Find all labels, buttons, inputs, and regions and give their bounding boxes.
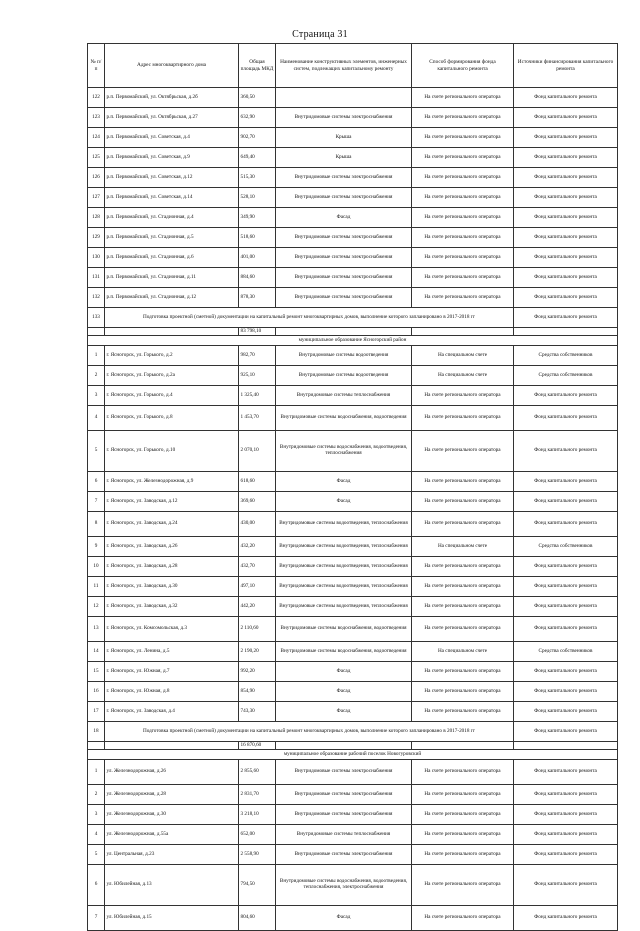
row-address: г. Ясногорск, ул. Горького, д.2а: [105, 366, 239, 386]
row-address: г. Ясногорск, ул. Южная, д.7: [105, 662, 239, 682]
total-blank: [105, 742, 239, 750]
row-elements: Внутридомовые системы водоснабжения, водоотведения: [276, 617, 412, 642]
total-blank: [88, 742, 105, 750]
row-number: 2: [88, 366, 105, 386]
table-row: [88, 406, 618, 431]
table-row: [88, 597, 618, 617]
table-row: [88, 865, 618, 906]
header-address: Адрес многоквартирного дома: [105, 44, 239, 88]
row-fund-method: На счете регионального оператора: [412, 597, 514, 617]
row-funding-source: Фонд капитального ремонта: [514, 865, 618, 906]
row-fund-method: На специальном счете: [412, 366, 514, 386]
row-fund-method: На счете регионального оператора: [412, 512, 514, 537]
row-funding-source: Фонд капитального ремонта: [514, 557, 618, 577]
row-fund-method: На специальном счете: [412, 537, 514, 557]
table-row: [88, 662, 618, 682]
row-fund-method: На счете регионального оператора: [412, 268, 514, 288]
row-fund-method: На счете регионального оператора: [412, 472, 514, 492]
row-number: 9: [88, 537, 105, 557]
row-elements: Внутридомовые системы водоотведения, теплоснабжения: [276, 537, 412, 557]
table-row: [88, 366, 618, 386]
row-area: 442,20: [239, 597, 276, 617]
row-fund-method: На счете регионального оператора: [412, 492, 514, 512]
row-area: 1 453,70: [239, 406, 276, 431]
table-row: [88, 702, 618, 722]
row-address: г. Ясногорск, ул. Горького, д.8: [105, 406, 239, 431]
section-title-row: [88, 336, 618, 346]
row-area: 925,10: [239, 366, 276, 386]
row-funding-source: Фонд капитального ремонта: [514, 386, 618, 406]
row-number: 2: [88, 785, 105, 805]
row-funding-source: Фонд капитального ремонта: [514, 406, 618, 431]
row-address: р.п. Первомайский, ул. Стадионная, д.11: [105, 268, 239, 288]
row-number: 124: [88, 128, 105, 148]
row-fund-method: На счете регионального оператора: [412, 577, 514, 597]
row-number: 122: [88, 88, 105, 108]
row-number: 13: [88, 617, 105, 642]
row-funding-source: Фонд капитального ремонта: [514, 682, 618, 702]
row-elements: Внутридомовые системы водоснабжения, водоотведения: [276, 406, 412, 431]
row-number: 17: [88, 702, 105, 722]
table-row: [88, 208, 618, 228]
row-area: 2 190,20: [239, 642, 276, 662]
row-number: 131: [88, 268, 105, 288]
row-elements: Фасад: [276, 208, 412, 228]
row-number: 128: [88, 208, 105, 228]
row-area: 804,60: [239, 906, 276, 931]
row-area: 854,90: [239, 682, 276, 702]
row-address: р.п. Первомайский, ул. Советская, д.12: [105, 168, 239, 188]
row-fund-method: На счете регионального оператора: [412, 88, 514, 108]
table-row: [88, 845, 618, 865]
table-row: [88, 805, 618, 825]
row-fund-method: На счете регионального оператора: [412, 228, 514, 248]
row-number: 4: [88, 825, 105, 845]
row-address: г. Ясногорск, ул. Заводская, д.30: [105, 577, 239, 597]
row-address: г. Ясногорск, ул. Южная, д.8: [105, 682, 239, 702]
row-funding-source: Средства собственников: [514, 366, 618, 386]
row-funding-source: Средства собственников: [514, 642, 618, 662]
row-area: 794,50: [239, 865, 276, 906]
table-row: [88, 168, 618, 188]
row-area: 902,70: [239, 128, 276, 148]
row-elements: Крыша: [276, 148, 412, 168]
row-elements: Фасад: [276, 492, 412, 512]
row-elements: Фасад: [276, 702, 412, 722]
row-elements: Внутридомовые системы водоотведения, теплоснабжения: [276, 577, 412, 597]
row-fund-method: На счете регионального оператора: [412, 386, 514, 406]
row-elements: Фасад: [276, 906, 412, 931]
table-row: [88, 906, 618, 931]
row-area: 349,90: [239, 208, 276, 228]
row-number: 1: [88, 760, 105, 785]
row-fund-method: На счете регионального оператора: [412, 168, 514, 188]
row-funding-source: Фонд капитального ремонта: [514, 188, 618, 208]
row-number: 10: [88, 557, 105, 577]
row-fund-method: На счете регионального оператора: [412, 108, 514, 128]
section-total-row: [88, 328, 618, 336]
row-area: 432,70: [239, 557, 276, 577]
row-number: 132: [88, 288, 105, 308]
row-fund-method: На счете регионального оператора: [412, 431, 514, 472]
design-docs-note: Подготовка проектной (сметной) документации на капитальный ремонт многоквартирных домов, выполнение которого запланировано в 2017-2018 гг: [105, 308, 514, 328]
section-total-area: 16 870,60: [239, 742, 276, 750]
row-elements: Внутридомовые системы электроснабжения: [276, 108, 412, 128]
row-fund-method: На счете регионального оператора: [412, 865, 514, 906]
row-number: 123: [88, 108, 105, 128]
row-address: р.п. Первомайский, ул. Октябрьская, д.27: [105, 108, 239, 128]
table-row: [88, 492, 618, 512]
row-elements: Внутридомовые системы водоотведения, теплоснабжения: [276, 597, 412, 617]
row-number: 11: [88, 577, 105, 597]
table-row: [88, 825, 618, 845]
row-area: 632,90: [239, 108, 276, 128]
row-address: ул. Железнодорожная, д.55а: [105, 825, 239, 845]
row-elements: Внутридомовые системы электроснабжения: [276, 785, 412, 805]
row-area: 2 110,60: [239, 617, 276, 642]
table-row: [88, 557, 618, 577]
row-number: 3: [88, 805, 105, 825]
row-fund-method: На счете регионального оператора: [412, 406, 514, 431]
section-title-row: [88, 750, 618, 760]
row-fund-method: На специальном счете: [412, 642, 514, 662]
row-elements: Внутридомовые системы электроснабжения: [276, 288, 412, 308]
row-elements: Фасад: [276, 682, 412, 702]
row-address: ул. Железнодорожная, д.28: [105, 785, 239, 805]
row-funding-source: Фонд капитального ремонта: [514, 208, 618, 228]
row-fund-method: На счете регионального оператора: [412, 825, 514, 845]
row-address: р.п. Первомайский, ул. Стадионная, д.5: [105, 228, 239, 248]
row-funding-source: Фонд капитального ремонта: [514, 308, 618, 328]
design-docs-row: [88, 308, 618, 328]
row-address: ул. Юбилейная, д.15: [105, 906, 239, 931]
total-blank: [412, 328, 514, 336]
table-row: [88, 785, 618, 805]
row-address: г. Ясногорск, ул. Заводская, д.32: [105, 597, 239, 617]
row-funding-source: Фонд капитального ремонта: [514, 268, 618, 288]
row-address: ул. Юбилейная, д.13: [105, 865, 239, 906]
row-number: 1: [88, 346, 105, 366]
row-address: р.п. Первомайский, ул. Советская, д.9: [105, 148, 239, 168]
row-elements: Внутридомовые системы теплоснабжения: [276, 386, 412, 406]
header-fund-method: Способ формирования фонда капитального ремонта: [412, 44, 514, 88]
total-blank: [88, 328, 105, 336]
table-row: [88, 288, 618, 308]
row-elements: Внутридомовые системы водоотведения, теплоснабжения: [276, 512, 412, 537]
total-blank: [105, 328, 239, 336]
row-elements: Внутридомовые системы теплоснабжения: [276, 825, 412, 845]
row-address: г. Ясногорск, ул. Железнодорожная, д.9: [105, 472, 239, 492]
header-area: Общая площадь МКД: [239, 44, 276, 88]
row-area: 2 070,10: [239, 431, 276, 472]
row-number: 126: [88, 168, 105, 188]
row-address: г. Ясногорск, ул. Заводская, д.26: [105, 537, 239, 557]
row-funding-source: Фонд капитального ремонта: [514, 472, 618, 492]
table-row: [88, 108, 618, 128]
row-funding-source: Фонд капитального ремонта: [514, 148, 618, 168]
row-number: 133: [88, 308, 105, 328]
row-number: 6: [88, 472, 105, 492]
row-area: 618,60: [239, 472, 276, 492]
row-funding-source: Фонд капитального ремонта: [514, 228, 618, 248]
row-address: р.п. Первомайский, ул. Советская, д.4: [105, 128, 239, 148]
row-area: 2 831,70: [239, 785, 276, 805]
row-elements: Внутридомовые системы водоснабжения, водоотведения: [276, 642, 412, 662]
row-funding-source: Фонд капитального ремонта: [514, 248, 618, 268]
row-number: 5: [88, 431, 105, 472]
table-row: [88, 346, 618, 366]
row-address: г. Ясногорск, ул. Комсомольская, д.3: [105, 617, 239, 642]
table-row: [88, 148, 618, 168]
row-number: 5: [88, 845, 105, 865]
row-address: ул. Центральная, д.23: [105, 845, 239, 865]
row-funding-source: Фонд капитального ремонта: [514, 88, 618, 108]
row-fund-method: На счете регионального оператора: [412, 662, 514, 682]
row-area: 3 218,10: [239, 805, 276, 825]
row-funding-source: Фонд капитального ремонта: [514, 617, 618, 642]
row-area: 401,00: [239, 248, 276, 268]
row-number: 7: [88, 906, 105, 931]
row-area: 2 558,90: [239, 845, 276, 865]
table-row: [88, 88, 618, 108]
row-elements: Внутридомовые системы электроснабжения: [276, 268, 412, 288]
row-number: 16: [88, 682, 105, 702]
table-row: [88, 386, 618, 406]
row-funding-source: Фонд капитального ремонта: [514, 492, 618, 512]
table-row: [88, 268, 618, 288]
row-address: г. Ясногорск, ул. Заводская, д.28: [105, 557, 239, 577]
row-elements: Внутридомовые системы электроснабжения: [276, 845, 412, 865]
row-area: 743,30: [239, 702, 276, 722]
total-blank: [514, 742, 618, 750]
row-funding-source: Фонд капитального ремонта: [514, 702, 618, 722]
row-elements: Крыша: [276, 128, 412, 148]
row-area: 1 325,40: [239, 386, 276, 406]
row-address: г. Ясногорск, ул. Заводская, д.4: [105, 702, 239, 722]
row-fund-method: На счете регионального оператора: [412, 805, 514, 825]
row-fund-method: На счете регионального оператора: [412, 557, 514, 577]
row-number: 130: [88, 248, 105, 268]
table-row: [88, 617, 618, 642]
row-funding-source: Средства собственников: [514, 537, 618, 557]
table-row: [88, 188, 618, 208]
row-area: 2 855,60: [239, 760, 276, 785]
row-fund-method: На счете регионального оператора: [412, 248, 514, 268]
row-address: г. Ясногорск, ул. Горького, д.10: [105, 431, 239, 472]
table-row: [88, 537, 618, 557]
row-elements: Внутридомовые системы электроснабжения: [276, 248, 412, 268]
row-address: р.п. Первомайский, ул. Стадионная, д.4: [105, 208, 239, 228]
total-blank: [276, 742, 412, 750]
section-title: муниципальное образование Ясногорский район: [88, 336, 618, 346]
row-address: г. Ясногорск, ул. Горького, д.4: [105, 386, 239, 406]
row-fund-method: На счете регионального оператора: [412, 188, 514, 208]
row-funding-source: Фонд капитального ремонта: [514, 662, 618, 682]
row-funding-source: Фонд капитального ремонта: [514, 785, 618, 805]
page-title: Страница 31: [292, 29, 348, 40]
row-fund-method: На счете регионального оператора: [412, 682, 514, 702]
table-row: [88, 431, 618, 472]
row-address: г. Ясногорск, ул. Заводская, д.12: [105, 492, 239, 512]
design-docs-row: [88, 722, 618, 742]
row-area: 992,20: [239, 662, 276, 682]
row-number: 129: [88, 228, 105, 248]
row-funding-source: Фонд капитального ремонта: [514, 128, 618, 148]
row-area: 652,00: [239, 825, 276, 845]
row-fund-method: На счете регионального оператора: [412, 845, 514, 865]
row-number: 4: [88, 406, 105, 431]
row-address: р.п. Первомайский, ул. Стадионная, д.12: [105, 288, 239, 308]
row-fund-method: На счете регионального оператора: [412, 906, 514, 931]
row-address: р.п. Первомайский, ул. Октябрьская, д.2б: [105, 88, 239, 108]
row-elements: Фасад: [276, 472, 412, 492]
row-area: 878,30: [239, 288, 276, 308]
row-elements: Внутридомовые системы водоотведения: [276, 366, 412, 386]
table-row: [88, 472, 618, 492]
row-number: 14: [88, 642, 105, 662]
row-elements: [276, 88, 412, 108]
table-row: [88, 577, 618, 597]
table-body: [88, 88, 618, 931]
table-row: [88, 128, 618, 148]
table-row: [88, 682, 618, 702]
row-number: 125: [88, 148, 105, 168]
row-number: 7: [88, 492, 105, 512]
row-number: 6: [88, 865, 105, 906]
row-area: 884,60: [239, 268, 276, 288]
row-address: г. Ясногорск, ул. Ленина, д.5: [105, 642, 239, 662]
row-funding-source: Фонд капитального ремонта: [514, 597, 618, 617]
row-funding-source: Фонд капитального ремонта: [514, 288, 618, 308]
row-number: 18: [88, 722, 105, 742]
row-elements: Внутридомовые системы электроснабжения: [276, 760, 412, 785]
row-funding-source: Средства собственников: [514, 346, 618, 366]
table-row: [88, 512, 618, 537]
row-elements: Внутридомовые системы водоснабжения, водоотведения, теплоснабжения: [276, 431, 412, 472]
row-funding-source: Фонд капитального ремонта: [514, 722, 618, 742]
table-row: [88, 228, 618, 248]
row-elements: Внутридомовые системы электроснабжения: [276, 805, 412, 825]
row-area: 360,50: [239, 88, 276, 108]
total-blank: [276, 328, 412, 336]
row-address: р.п. Первомайский, ул. Стадионная, д.6: [105, 248, 239, 268]
row-number: 8: [88, 512, 105, 537]
row-area: 432,20: [239, 537, 276, 557]
row-funding-source: Фонд капитального ремонта: [514, 906, 618, 931]
table-row: [88, 248, 618, 268]
row-fund-method: На счете регионального оператора: [412, 208, 514, 228]
row-area: 649,40: [239, 148, 276, 168]
row-fund-method: На счете регионального оператора: [412, 288, 514, 308]
row-funding-source: Фонд капитального ремонта: [514, 512, 618, 537]
row-address: ул. Железнодорожная, д.26: [105, 760, 239, 785]
row-address: г. Ясногорск, ул. Горького, д.2: [105, 346, 239, 366]
row-number: 3: [88, 386, 105, 406]
row-funding-source: Фонд капитального ремонта: [514, 805, 618, 825]
row-address: г. Ясногорск, ул. Заводская, д.24: [105, 512, 239, 537]
row-area: 528,10: [239, 188, 276, 208]
row-number: 127: [88, 188, 105, 208]
row-elements: Внутридомовые системы водоснабжения, водоотведения, теплоснабжения, электроснабжения: [276, 865, 412, 906]
table-header-row: [88, 44, 618, 88]
row-elements: Фасад: [276, 662, 412, 682]
row-elements: Внутридомовые системы водоотведения: [276, 346, 412, 366]
row-funding-source: Фонд капитального ремонта: [514, 431, 618, 472]
row-fund-method: На счете регионального оператора: [412, 785, 514, 805]
header-elements: Наименование конструктивных элементов, инженерных систем, подлежащих капитальному ремонту: [276, 44, 412, 88]
section-total-area: 83 798,10: [239, 328, 276, 336]
row-area: 497,10: [239, 577, 276, 597]
row-number: 15: [88, 662, 105, 682]
row-fund-method: На счете регионального оператора: [412, 617, 514, 642]
row-funding-source: Фонд капитального ремонта: [514, 168, 618, 188]
row-area: 982,70: [239, 346, 276, 366]
row-fund-method: На специальном счете: [412, 346, 514, 366]
row-funding-source: Фонд капитального ремонта: [514, 760, 618, 785]
row-elements: Внутридомовые системы электроснабжения: [276, 188, 412, 208]
row-address: ул. Железнодорожная, д.30: [105, 805, 239, 825]
header-number: № п/п: [88, 44, 105, 88]
row-funding-source: Фонд капитального ремонта: [514, 577, 618, 597]
row-elements: Внутридомовые системы электроснабжения: [276, 168, 412, 188]
row-area: 515,30: [239, 168, 276, 188]
table-row: [88, 760, 618, 785]
row-address: р.п. Первомайский, ул. Советская, д.14: [105, 188, 239, 208]
row-area: 518,60: [239, 228, 276, 248]
row-funding-source: Фонд капитального ремонта: [514, 108, 618, 128]
row-elements: Внутридомовые системы водоотведения, теплоснабжения: [276, 557, 412, 577]
capital-repair-table: [87, 43, 618, 931]
row-number: 12: [88, 597, 105, 617]
table-row: [88, 642, 618, 662]
row-fund-method: На счете регионального оператора: [412, 760, 514, 785]
design-docs-note: Подготовка проектной (сметной) документации на капитальный ремонт многоквартирных домов, выполнение которого запланировано в 2017-2018 гг: [105, 722, 514, 742]
row-fund-method: На счете регионального оператора: [412, 148, 514, 168]
row-elements: Внутридомовые системы электроснабжения: [276, 228, 412, 248]
row-area: 369,60: [239, 492, 276, 512]
total-blank: [412, 742, 514, 750]
section-title: муниципальное образование рабочий поселок Новогуровский: [88, 750, 618, 760]
row-fund-method: На счете регионального оператора: [412, 702, 514, 722]
row-area: 430,00: [239, 512, 276, 537]
row-fund-method: На счете регионального оператора: [412, 128, 514, 148]
header-funding-source: Источники финансирования капитального ремонта: [514, 44, 618, 88]
row-funding-source: Фонд капитального ремонта: [514, 845, 618, 865]
total-blank: [514, 328, 618, 336]
section-total-row: [88, 742, 618, 750]
row-funding-source: Фонд капитального ремонта: [514, 825, 618, 845]
